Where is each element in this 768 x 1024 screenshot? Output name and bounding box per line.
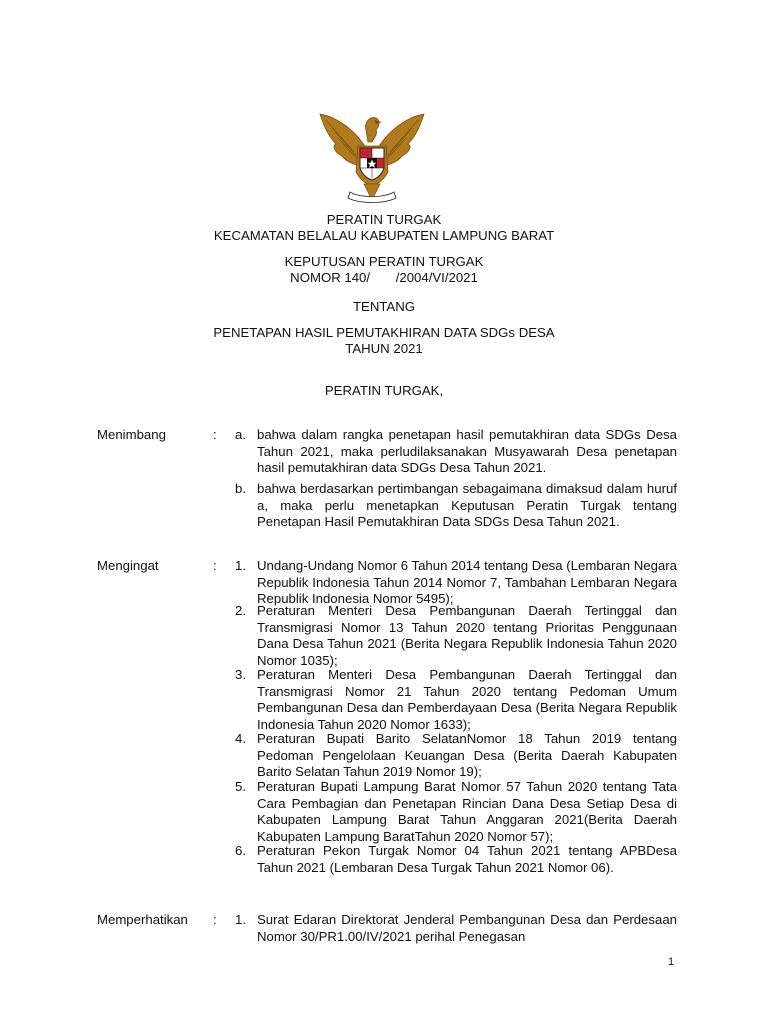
item-marker: 6. — [235, 843, 246, 858]
item-text: bahwa dalam rangka penetapan hasil pemutakhiran data SDGs Desa Tahun 2021, maka perludilaksanakan Musyawarah Desa penetapan hasil pemutakhiran data SDGs Desa Tahun 2021. — [257, 427, 677, 476]
item-text: Peraturan Menteri Desa Pembangunan Daerah Tertinggal dan Transmigrasi Nomor 21 Tahun 2020 tentang Pedoman Umum Pembangunan Desa dan Pemberdayaan Desa (Berita Negara Republik Indonesia Tahun 2020 Nomor 1633); — [257, 667, 677, 732]
item-marker: 1. — [235, 912, 246, 927]
garuda-emblem — [314, 108, 430, 208]
item-marker: 1. — [235, 558, 246, 573]
section-label: Memperhatikan — [97, 912, 188, 927]
section-label: Menimbang — [97, 427, 166, 442]
item-marker: a. — [235, 427, 246, 442]
decree-year: TAHUN 2021 — [345, 341, 423, 356]
decree-title: KEPUTUSAN PERATIN TURGAK — [284, 254, 484, 269]
item-text: Peraturan Pekon Turgak Nomor 04 Tahun 2021 tentang APBDesa Tahun 2021 (Lembaran Desa Turgak Tahun 2021 Nomor 06). — [257, 843, 677, 875]
item-text: Peraturan Bupati Lampung Barat Nomor 57 Tahun 2020 tentang Tata Cara Pembagian dan Penetapan Rincian Dana Desa Setiap Desa di Kabupaten Lampung Barat Tahun Anggaran 2021(Berita Daerah Kabupaten Lampung BaratTahun 2020 Nomor 57); — [257, 779, 677, 844]
item-text: Peraturan Menteri Desa Pembangunan Daerah Tertinggal dan Transmigrasi Nomor 13 Tahun 2020 tentang Prioritas Penggunaan Dana Desa Tahun 2021 (Berita Negara Republik Indonesia Tahun 2020 Nomor 1035); — [257, 603, 677, 668]
section-colon: : — [213, 427, 217, 442]
item-text: bahwa berdasarkan pertimbangan sebagaimana dimaksud dalam huruf a, maka perlu menetapkan Keputusan Peratin Turgak tentang Penetapan Hasil Pemutakhiran Data SDGs Desa Tahun 2021. — [257, 481, 677, 530]
item-marker: b. — [235, 481, 246, 496]
item-text: Undang-Undang Nomor 6 Tahun 2014 tentang Desa (Lembaran Negara Republik Indonesia Tahun 2014 Nomor 7, Tambahan Lembaran Negara Republik Indonesia Nomor 5495); — [257, 558, 677, 607]
item-text: Peraturan Bupati Barito SelatanNomor 18 Tahun 2019 tentang Pedoman Pengelolaan Keuangan Desa (Berita Daerah Kabupaten Barito Selatan Tahun 2019 Nomor 19); — [257, 731, 677, 780]
village-head-title: PERATIN TURGAK — [326, 212, 442, 227]
section-colon: : — [213, 558, 217, 573]
item-text: Surat Edaran Direktorat Jenderal Pembangunan Desa dan Perdesaan Nomor 30/PR1.00/IV/2021 perihal Penegasan — [257, 912, 677, 944]
district-title: KECAMATAN BELALAU KABUPATEN LAMPUNG BARAT — [213, 228, 555, 243]
item-marker: 3. — [235, 667, 246, 682]
item-marker: 4. — [235, 731, 246, 746]
issuer-line: PERATIN TURGAK, — [324, 383, 444, 398]
item-marker: 2. — [235, 603, 246, 618]
decree-subject: PENETAPAN HASIL PEMUTAKHIRAN DATA SDGs DESA — [213, 325, 555, 340]
decree-number: NOMOR 140/ /2004/VI/2021 — [290, 270, 478, 285]
page-number: 1 — [668, 956, 675, 968]
section-label: Mengingat — [97, 558, 159, 573]
tentang-label: TENTANG — [352, 299, 416, 314]
section-colon: : — [213, 912, 217, 927]
item-marker: 5. — [235, 779, 246, 794]
